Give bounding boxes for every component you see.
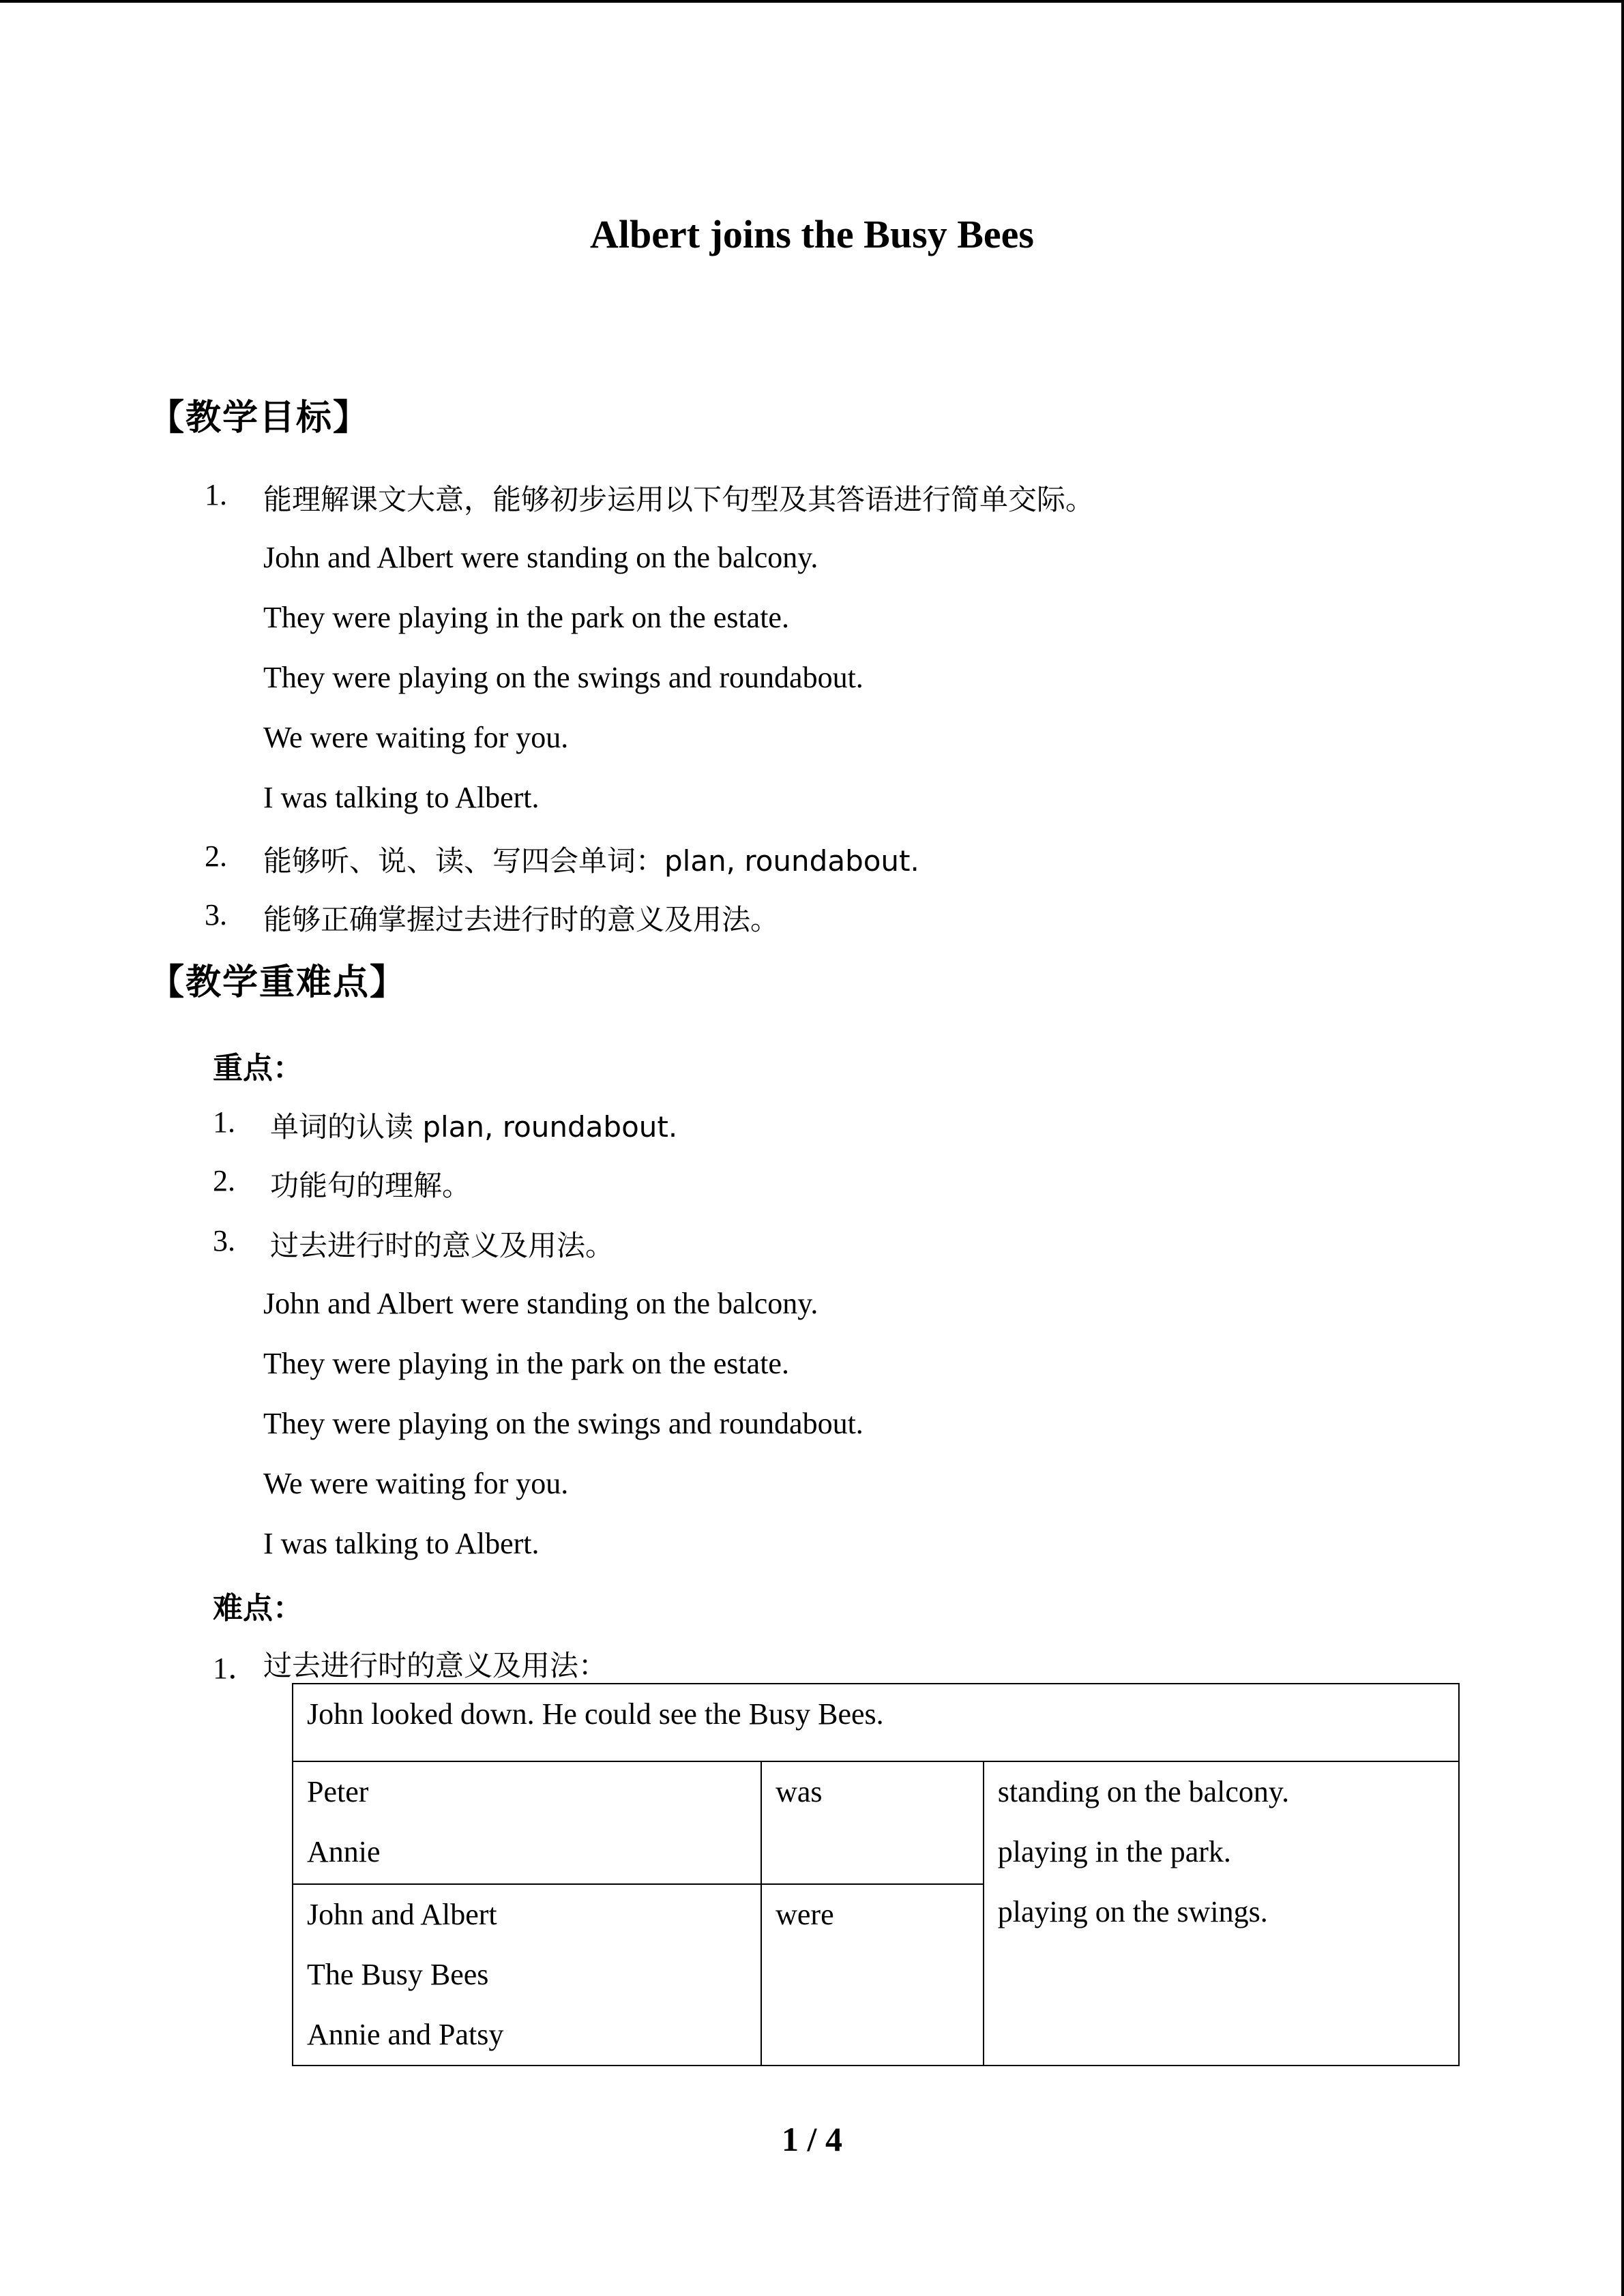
- difficult-points-label: 难点：: [213, 1591, 303, 1626]
- table-cell-predicates: [984, 1761, 1459, 2066]
- key-points-label: 重点：: [213, 1051, 303, 1086]
- table-cell-subjects-singular: [293, 1761, 761, 1884]
- table-row: [293, 1761, 1459, 1884]
- table-header-cell: [293, 1684, 1459, 1761]
- key-number-3: 3.: [213, 1224, 235, 1257]
- table-subject: Annie: [307, 1835, 381, 1868]
- table-subject: Annie and Patsy: [307, 2018, 504, 2051]
- key-sentence-1: John and Albert were standing on the balcony.: [263, 1287, 818, 1320]
- key-sentence-2: They were playing in the park on the estate.: [263, 1347, 789, 1380]
- objective-number-3: 3.: [205, 898, 227, 931]
- section-heading-key-points: 【教学重难点】: [149, 962, 407, 1003]
- page-right-border: [1621, 0, 1624, 2296]
- key-number-1: 1.: [213, 1105, 235, 1139]
- table-predicate: standing on the balcony.: [997, 1775, 1290, 1808]
- table-subject: John and Albert: [307, 1898, 497, 1931]
- key-sentence-5: I was talking to Albert.: [263, 1527, 540, 1560]
- objective-text-2: 能够听、说、读、写四会单词：plan, roundabout.: [263, 844, 919, 878]
- key-text-2: 功能句的理解。: [270, 1169, 471, 1202]
- page-top-border: [0, 0, 1624, 3]
- difficult-number-1: 1．: [213, 1652, 258, 1685]
- page-number: 1 / 4: [782, 2120, 842, 2158]
- document-title: Albert joins the Busy Bees: [590, 212, 1034, 256]
- objective-text-1: 能理解课文大意，能够初步运用以下句型及其答语进行简单交际。: [263, 483, 1095, 516]
- table-verb: was: [776, 1775, 823, 1808]
- key-sentence-4: We were waiting for you.: [263, 1467, 569, 1500]
- table-cell-verb-plural: [761, 1884, 984, 2066]
- table-predicate: playing on the swings.: [997, 1895, 1268, 1928]
- table-predicate: playing in the park.: [997, 1835, 1231, 1868]
- objective-number-2: 2.: [205, 839, 227, 873]
- table-subject: The Busy Bees: [307, 1958, 489, 1991]
- key-text-3: 过去进行时的意义及用法。: [270, 1229, 615, 1262]
- difficult-text-1: 过去进行时的意义及用法：: [263, 1649, 608, 1682]
- objective-sentence-4: We were waiting for you.: [263, 721, 569, 754]
- key-sentence-3: They were playing on the swings and roundabout.: [263, 1407, 863, 1440]
- section-heading-objectives: 【教学目标】: [149, 398, 370, 438]
- objective-sentence-3: They were playing on the swings and roundabout.: [263, 661, 863, 694]
- objective-sentence-1: John and Albert were standing on the balcony.: [263, 541, 818, 574]
- objective-sentence-2: They were playing in the park on the estate.: [263, 601, 789, 634]
- key-text-1: 单词的认读 plan, roundabout.: [270, 1110, 678, 1144]
- table-subject: Peter: [307, 1775, 369, 1808]
- objective-text-3: 能够正确掌握过去进行时的意义及用法。: [263, 903, 780, 936]
- table-verb: were: [776, 1898, 834, 1931]
- table-cell-verb-singular: [761, 1761, 984, 1884]
- table-header-text: John looked down. He could see the Busy Bees.: [307, 1697, 884, 1731]
- table-cell-subjects-plural: [293, 1884, 761, 2066]
- objective-sentence-5: I was talking to Albert.: [263, 781, 540, 814]
- grammar-table: [292, 1683, 1460, 2066]
- key-number-2: 2.: [213, 1164, 235, 1197]
- table-row: [293, 1684, 1459, 1761]
- objective-number-1: 1.: [205, 478, 227, 511]
